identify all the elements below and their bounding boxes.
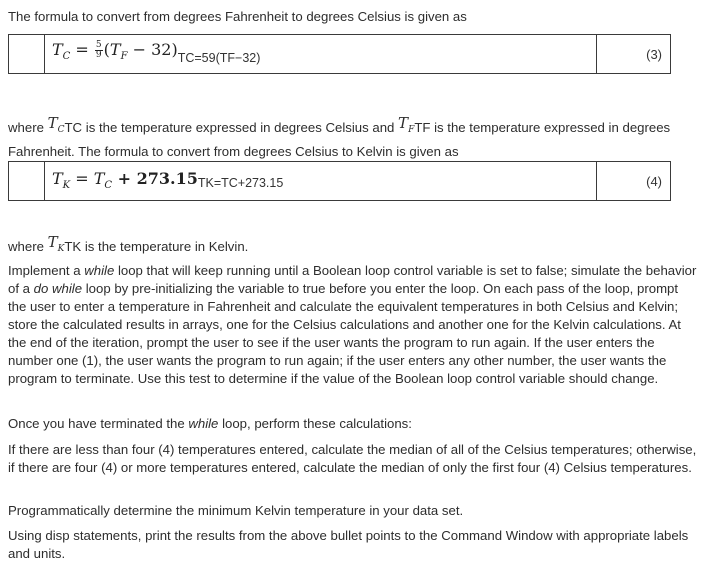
tc-alt-text: TC (64, 120, 83, 135)
disp-paragraph: Using disp statements, print the results from the above bullet points to the Command Window with appropriate labels and units. (8, 528, 689, 561)
eq3-frac-num: 5 (95, 40, 102, 50)
tc-sub: C (57, 125, 65, 135)
implementation-paragraph (8, 262, 698, 388)
tc-inline-math (47, 114, 65, 135)
para2-em-while: while (188, 416, 219, 431)
equation-3-box (8, 34, 671, 74)
equation-3-formula (52, 41, 260, 66)
para1-em-do-while: do while (33, 281, 83, 296)
eq3-frac-den: 9 (95, 50, 102, 60)
tf-var: T (398, 114, 409, 132)
tk-sub: K (57, 244, 65, 254)
para2-a: Once you have terminated the (8, 416, 189, 431)
where-paragraph-1 (8, 114, 698, 161)
equation-4-box (8, 161, 671, 201)
equation-3-number: (3) (646, 47, 662, 62)
eq3-lhs-sub: C (62, 51, 71, 63)
equation-3-left-cell (9, 35, 45, 73)
tf-inline-math (398, 114, 415, 135)
eq4-lhs-var: T (52, 169, 63, 188)
equation-4-number: (4) (646, 174, 662, 189)
eq4-lhs-sub: K (62, 180, 71, 192)
eq3-fraction (95, 41, 103, 60)
eq4-equals: = (70, 169, 94, 188)
where2-suffix: is the temperature in Kelvin. (81, 239, 249, 254)
where-paragraph-2 (8, 233, 698, 262)
eq3-equals: = (75, 40, 89, 59)
tf-sub: F (408, 125, 415, 135)
where2-prefix: where (8, 239, 48, 254)
eq4-rhs-sub: C (104, 180, 113, 192)
tk-var: T (47, 233, 58, 251)
eq3-rhs-rest: − 32) (127, 40, 178, 59)
tf-alt-text: TF (414, 120, 431, 135)
para1-a: Implement a (8, 263, 85, 278)
equation-4-formula (52, 170, 283, 195)
para2-b: loop, perform these calculations: (218, 416, 412, 431)
para1-b: loop that will keep running until a Boolean loop control variable is set to false; simulate the behavior of a (8, 263, 697, 296)
para1-em-while: while (84, 263, 115, 278)
eq4-rhs-var: T (93, 169, 105, 188)
equation-3-right-cell (596, 35, 670, 73)
eq3-rhs-var: T (109, 40, 121, 59)
eq3-alt-text: TC=59(TF−32) (177, 51, 261, 65)
tc-var: T (47, 114, 58, 132)
tk-alt-text: TK (64, 239, 82, 254)
where1-prefix: where (8, 120, 48, 135)
eq3-lhs-var: T (52, 40, 63, 59)
tk-inline-math (47, 233, 65, 254)
para1-c: loop by pre-initializing the variable to true before you enter the loop. On each pass of the loop, prompt the user to enter a temperature in Fahrenheit and calculate the equivalent temperatures in both Celsius and Kelvin; store the calculated results in arrays, one for the Celsius calculations and another one for the Kelvin calculations. At the end of the iteration, prompt the user to see if the user wants the program to run again. If the user enters the number one (1), the user wants the program to run again; if the user enters any other number, the user wants the program to terminate. Use this test to determine if the value of the Boolean loop control variable should change. (8, 281, 681, 386)
intro-text: The formula to convert from degrees Fahrenheit to degrees Celsius is given as (8, 9, 467, 24)
where1-suffix: is the temperature expressed in degrees Fahrenheit. The formula to convert from degrees Celsius to Kelvin is given as (8, 120, 671, 159)
equation-4-right-cell (596, 162, 670, 200)
where1-middle: is the temperature expressed in degrees Celsius and (82, 120, 399, 135)
median-paragraph: If there are less than four (4) temperatures entered, calculate the median of all of the Celsius temperatures; otherwise, if there are four (4) or more temperatures entered, calculate the median of only the first four (4) Celsius temperatures. (8, 442, 697, 475)
minimum-kelvin-paragraph: Programmatically determine the minimum Kelvin temperature in your data set. (8, 503, 464, 518)
terminate-paragraph (8, 415, 698, 433)
eq3-rhs-sub: F (120, 51, 128, 63)
eq4-alt-text: TK=TC+273.15 (197, 176, 284, 190)
eq4-rhs-rest: + 273.15 (112, 169, 198, 188)
eq3-open-paren: ( (103, 40, 110, 59)
equation-4-left-cell (9, 162, 45, 200)
